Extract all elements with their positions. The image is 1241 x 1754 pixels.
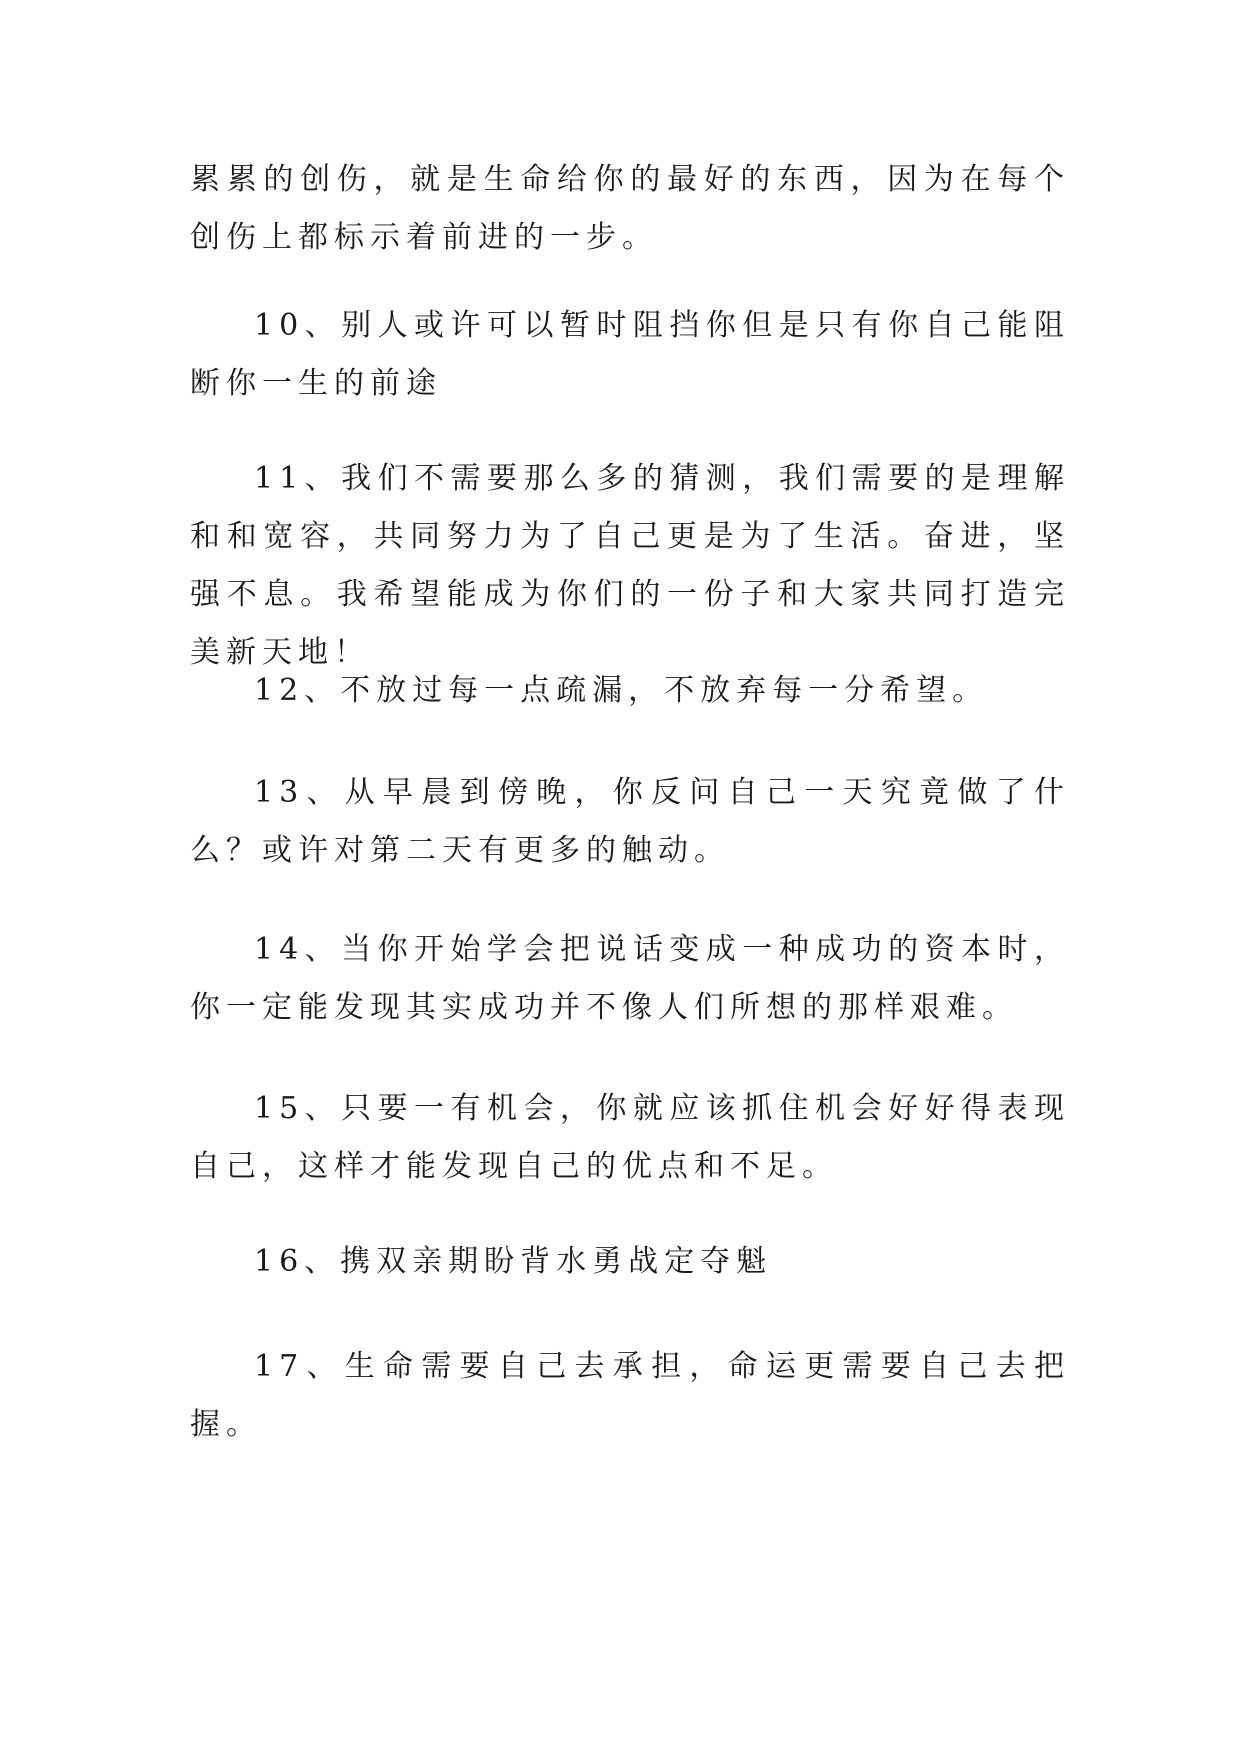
- paragraph-15: 15、只要一有机会，你就应该抓住机会好好得表现自己，这样才能发现自己的优点和不足。: [190, 1091, 1070, 1184]
- paragraph-12: 12、不放过每一点疏漏，不放弃每一分希望。: [254, 673, 989, 708]
- paragraph-continued: 累累的创伤，就是生命给你的最好的东西，因为在每个创伤上都标示着前进的一步。: [190, 162, 1070, 255]
- paragraph-16: 16、携双亲期盼背水勇战定夺魁: [254, 1244, 773, 1279]
- paragraph-17: 17、生命需要自己去承担，命运更需要自己去把握。: [190, 1349, 1070, 1442]
- paragraph-11: 11、我们不需要那么多的猜测，我们需要的是理解和和宽容，共同努力为了自己更是为了生活。奋进，坚强不息。我希望能成为你们的一份子和大家共同打造完美新天地！: [190, 461, 1070, 670]
- paragraph-13: 13、从早晨到傍晚，你反问自己一天究竟做了什么？或许对第二天有更多的触动。: [190, 775, 1070, 868]
- paragraph-10: 10、别人或许可以暂时阻挡你但是只有你自己能阻断你一生的前途: [190, 308, 1070, 401]
- paragraph-14: 14、当你开始学会把说话变成一种成功的资本时，你一定能发现其实成功并不像人们所想的那样艰难。: [190, 932, 1070, 1025]
